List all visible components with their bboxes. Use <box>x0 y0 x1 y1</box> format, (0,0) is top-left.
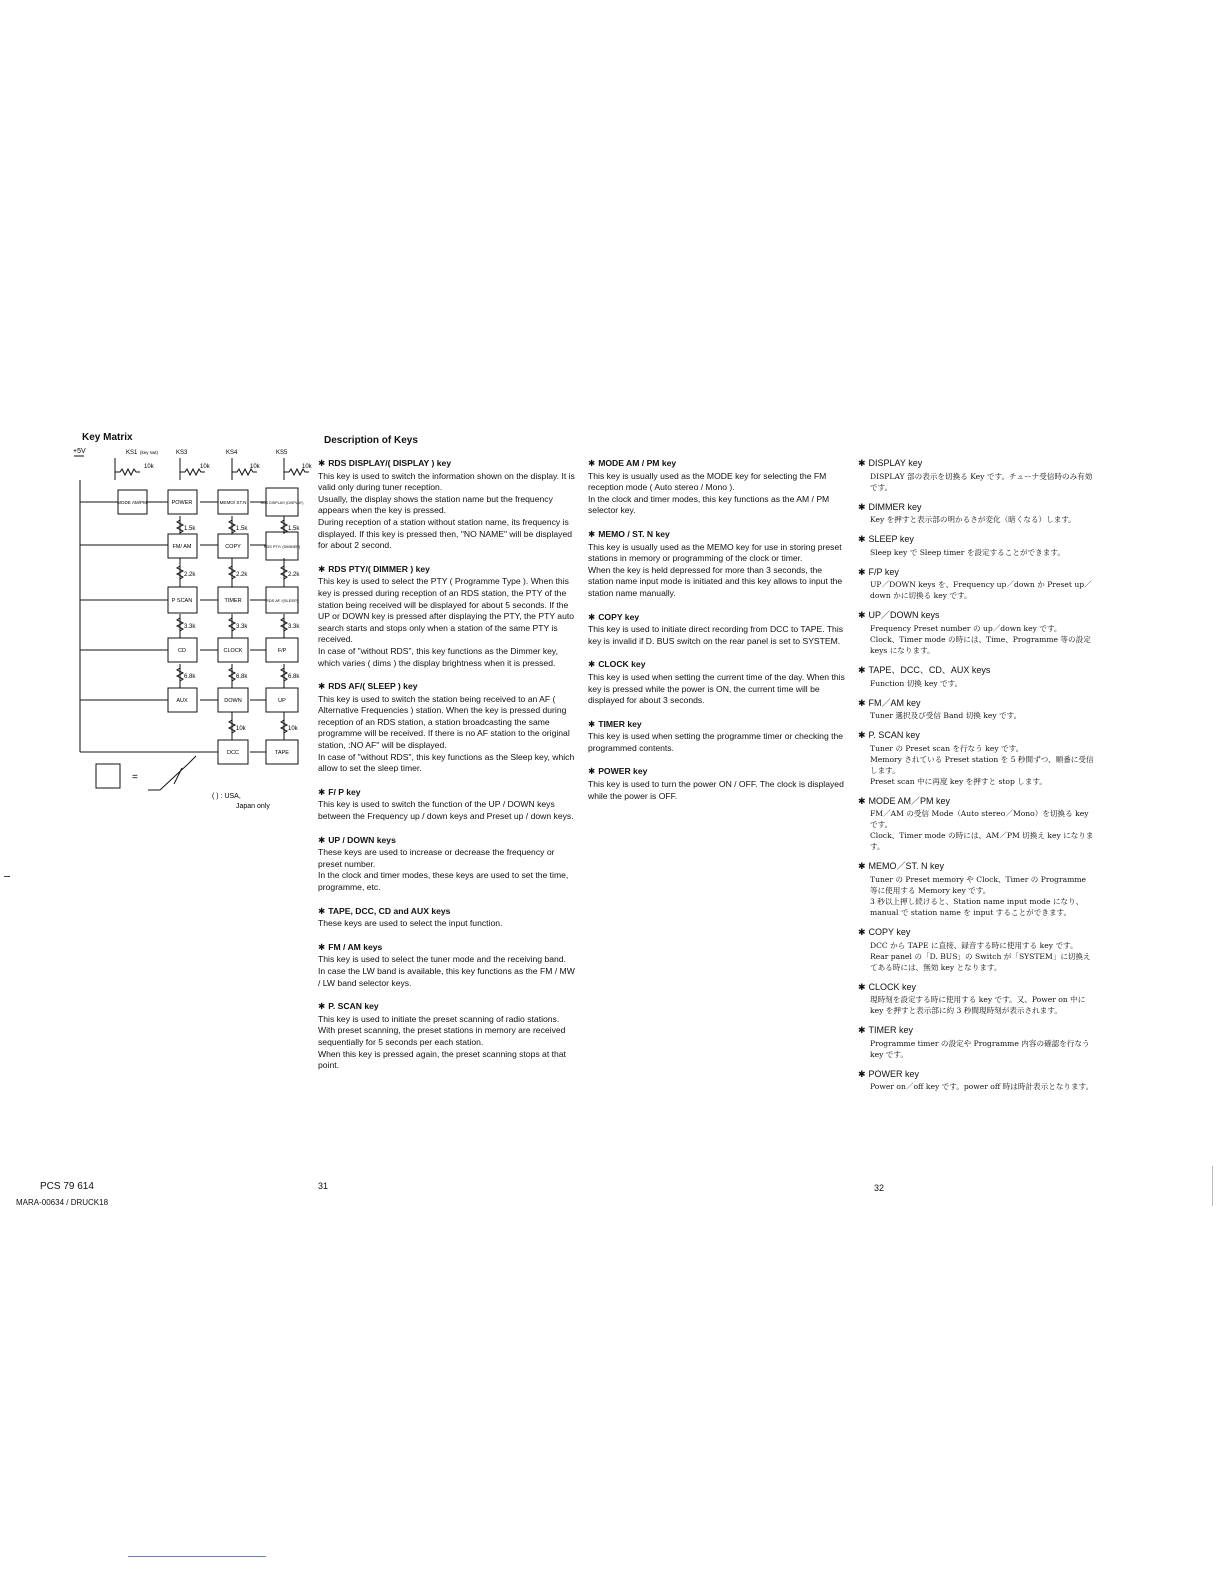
entry-input-keys: ✱ TAPE, DCC, CD and AUX keys These keys are used to select the input function. <box>318 906 576 930</box>
entry-text: Function 切換 key です。 <box>870 678 963 688</box>
entry-f-p: ✱ F/ P key This key is used to switch the function of the UP / DOWN keys between the Frequency up / down keys and Preset up / down keys. <box>318 787 576 823</box>
entry-memo-stn: ✱ MEMO / ST. N key This key is usually used as the MEMO key for use in storing preset stations in memory or programming of the clock or timer. When the key is held depressed for more than 3 seconds, the station name input mode is initiated and this key allows to input the station name manually. <box>588 529 846 600</box>
entry-text: This key is used to switch the station being received to an AF ( Alternative Frequencies ) station. When the key is pressed during reception of an RDS station, a station broadcasting the same programme will be received. If there is no AF station to the original station, :NO AF" will be displayed. <box>318 693 570 751</box>
entry-title: P. SCAN key <box>868 730 920 741</box>
entry-title: POWER key <box>868 1068 920 1079</box>
entry-title: RDS DISPLAY/( DISPLAY ) key <box>328 458 452 468</box>
region-note-sub: Japan only <box>236 803 270 810</box>
entry-title: TAPE、DCC、CD、AUX keys <box>868 664 991 675</box>
entry-text: DISPLAY 部の表示を切換る Key です。チューナ受信時のみ有効です。 <box>870 471 1093 492</box>
entry-jp-up-down: ✱ UP／DOWN keys Frequency Preset number の up／down key です。 Clock、Timer mode の時には、Time、Programme 等の設定 keys になります。 <box>858 610 1094 656</box>
entry-title: F/ P key <box>328 786 361 797</box>
entry-text: In case of "without RDS", this key functions as the Dimmer key, which varies ( dims ) the display brightness when it is pressed. <box>318 645 558 668</box>
entry-text: In case of "without RDS", this key functions as the Sleep key, which allow to set the sleep timer. <box>318 751 575 774</box>
entry-jp-dimmer: ✱ DIMMER key Key を押すと表示部の明かるさが変化（暗くなる）します。 <box>858 502 1094 526</box>
entry-text: Frequency Preset number の up／down key です。 <box>870 623 1062 633</box>
entry-title: RDS AF/( SLEEP ) key <box>328 681 418 692</box>
entry-jp-memo-stn: ✱ MEMO／ST. N key Tuner の Preset memory や Clock、Timer の Programme 等に使用する Memory key です。 3 秒以上押し続けると、Station name input mode になり、manual で station name を input することができます。 <box>858 861 1094 918</box>
region-note: ( ) : USA, <box>212 793 241 800</box>
entry-title: FM／AM key <box>868 697 921 708</box>
entry-jp-f-p: ✱ F/P key UP／DOWN keys を、Frequency up／down か Preset up／down かに切換る key です。 <box>858 567 1094 602</box>
entry-title: MODE AM／PM key <box>868 795 951 806</box>
key-clock: CLOCK <box>223 648 243 654</box>
entry-text: Tuner 選択及び受信 Band 切換 key です。 <box>870 711 1022 721</box>
entry-title: RDS PTY/( DIMMER ) key <box>328 563 430 574</box>
column-label-keyswt: (key swt) <box>140 450 158 455</box>
right-edge-rule <box>1212 1166 1213 1206</box>
entry-title: COPY key <box>598 611 640 622</box>
key-rds-pty: RDS PTY/ (DIMMER) <box>263 545 301 549</box>
entry-jp-input-keys: ✱ TAPE、DCC、CD、AUX keys Function 切換 key です。 <box>858 665 1094 689</box>
entry-text: Sleep key で Sleep timer を設定することができます。 <box>870 547 1065 557</box>
description-column-3 <box>858 458 1094 1101</box>
entry-mode-am-pm: ✱ MODE AM / PM key This key is usually used as the MODE key for selecting the FM reception mode ( Auto stereo / Mono ). In the clock and timer modes, this key functions as the AM / PM selector key. <box>588 458 846 517</box>
entry-text: This key is usually used as the MODE key for selecting the FM reception mode ( Auto stereo / Mono ). <box>588 470 827 493</box>
entry-title: CLOCK key <box>598 659 646 670</box>
document-ref: MARA-00634 / DRUCK18 <box>16 1198 109 1207</box>
entry-text: This key is used when setting the programme timer or checking the programmed contents. <box>588 731 844 753</box>
entry-jp-fm-am: ✱ FM／AM key Tuner 選択及び受信 Band 切換 key です。 <box>858 698 1094 722</box>
entry-title: DIMMER key <box>868 501 922 512</box>
entry-text: When this key is pressed again, the preset scanning stops at that point. <box>318 1048 566 1071</box>
key-copy: COPY <box>225 544 241 550</box>
entry-title: TIMER key <box>598 718 642 729</box>
column-label-ks3: KS3 <box>176 450 188 456</box>
key-p-scan: P SCAN <box>171 598 193 604</box>
entry-text: Programme timer の設定や Programme 内容の確認を行なう key です。 <box>870 1038 1090 1059</box>
entry-text: Power on／off key です。power off 時は時計表示となります。 <box>870 1082 1094 1092</box>
key-tape: TAPE <box>275 750 289 756</box>
entry-text: DCC から TAPE に直接、録音する時に使用する key です。 <box>870 940 1078 950</box>
document-code: PCS 79 614 <box>40 1181 94 1192</box>
entry-title: P. SCAN key <box>328 1001 379 1012</box>
entry-title: MODE AM / PM key <box>598 458 677 468</box>
entry-title: MEMO／ST. N key <box>868 861 945 872</box>
key-cd: CD <box>178 648 186 654</box>
entry-text: This key is used to initiate the preset scanning of radio stations. <box>318 1013 560 1024</box>
key-f-p: F/P <box>277 648 287 654</box>
resistor-value: 6.8k <box>236 674 248 680</box>
entry-jp-copy: ✱ COPY key DCC から TAPE に直接、録音する時に使用する key です。 Rear panel の「D. BUS」の Switch が「SYSTEM」に切換えてある時には、無効 key となります。 <box>858 927 1094 973</box>
entry-text: This key is usually used as the MEMO key for use in storing preset stations in memory or programming of the clock or timer. <box>588 541 842 564</box>
entry-title: UP／DOWN keys <box>868 610 940 621</box>
entry-rds-pty: ✱ RDS PTY/( DIMMER ) key This key is used to select the PTY ( Programme Type ). When this key is pressed during reception of an RDS station, the PTY of the station being received will be displayed for about 5 seconds. If the UP or DOWN key is pressed after displaying the PTY, the PTY auto search starts and stops only when a station of the same PTY is received. In case of "without RDS", this key functions as the Dimmer key, which varies ( dims ) the display brightness when it is pressed. <box>318 563 575 668</box>
entry-text: Usually, the display shows the station name but the frequency appears when the key is pressed. <box>318 493 553 516</box>
entry-jp-timer: ✱ TIMER key Programme timer の設定や Programme 内容の確認を行なう key です。 <box>858 1025 1094 1060</box>
entry-text: 3 秒以上押し続けると、Station name input mode になり、manual で station name を input することができます。 <box>870 896 1084 917</box>
entry-text: These keys are used to increase or decrease the frequency or preset number. <box>318 847 555 869</box>
entry-title: MEMO / ST. N key <box>598 528 670 539</box>
entry-jp-display: ✱ DISPLAY key DISPLAY 部の表示を切換る Key です。チューナ受信時のみ有効です。 <box>858 458 1093 492</box>
entry-text: Preset scan 中に再度 key を押すと stop します。 <box>870 776 1048 786</box>
key-down: DOWN <box>224 698 242 704</box>
description-heading: Description of Keys <box>324 435 418 446</box>
resistor-value: 10k <box>288 726 298 732</box>
entry-power: ✱ POWER key This key is used to turn the power ON / OFF. The clock is displayed while the power is OFF. <box>588 766 846 802</box>
key-matrix-diagram <box>70 444 320 824</box>
entry-text: Clock、Timer mode の時には、Time、Programme 等の設定 keys になります。 <box>870 634 1091 655</box>
entry-text: In case the LW band is available, this key functions as the FM / MW / LW band selector keys. <box>318 965 575 988</box>
entry-rds-af: ✱ RDS AF/( SLEEP ) key This key is used to switch the station being received to an AF ( Alternative Frequencies ) station. When the key is pressed during reception of an RDS station, a station broadcasting the same programme will be received. If there is no AF station to the original station, :NO AF" will be displayed. In case of "without RDS", this key functions as the Sleep key, which allow to set the sleep timer. <box>318 681 575 774</box>
entry-text: Memory されている Preset station を 5 秒間ずつ、順番に受信します。 <box>870 754 1094 775</box>
key-aux: AUX <box>176 698 188 704</box>
resistor-value: 10k <box>236 726 246 732</box>
page-number-32: 32 <box>874 1183 885 1193</box>
key-rds-display: RDS DISPLAY/ (DISPLAY) <box>260 501 304 505</box>
resistor-value: 1.5k <box>236 526 248 532</box>
resistor-value: 2.2k <box>288 572 300 578</box>
entry-clock: ✱ CLOCK key This key is used when setting the current time of the day. When this key is pressed while the power is ON, the current time will be displayed for about 3 seconds. <box>588 659 845 706</box>
column-label-ks4: KS4 <box>226 450 238 456</box>
supply-label: +5V <box>73 448 86 455</box>
entry-jp-p-scan: ✱ P. SCAN key Tuner の Preset scan を行なう key です。 Memory されている Preset station を 5 秒間ずつ、順番に受信します。 Preset scan 中に再度 key を押すと stop します。 <box>858 730 1094 786</box>
key-memo-stn: MEMO/ ST.N <box>219 500 247 505</box>
entry-text: FM／AM の受信 Mode（Auto stereo／Mono）を切換る key です。 <box>870 809 1089 830</box>
resistor-value: 1.5k <box>184 526 196 532</box>
key-matrix-title: Key Matrix <box>82 432 133 443</box>
entry-jp-power: ✱ POWER key Power on／off key です。power off 時は時計表示となります。 <box>858 1068 1094 1092</box>
entry-title: FM / AM keys <box>328 941 383 952</box>
entry-text: In the clock and timer modes, this key functions as the AM / PM selector key. <box>588 493 830 516</box>
entry-text: Rear panel の「D. BUS」の Switch が「SYSTEM」に切換えてある時には、無効 key となります。 <box>870 951 1091 972</box>
legend-equals: = <box>132 772 138 783</box>
entry-title: SLEEP key <box>868 534 914 545</box>
entry-text: This key is used to switch the information shown on the display. It is valid only during tuner reception. <box>318 470 575 493</box>
column-label-ks1: KS1 <box>126 450 138 456</box>
page-number-31: 31 <box>318 1181 329 1191</box>
entry-text: This key is used to turn the power ON / OFF. The clock is displayed while the power is OFF. <box>588 779 844 801</box>
entry-text: This key is used to select the PTY ( Programme Type ). When this key is pressed during reception of an RDS station, the PTY of the station being received will be displayed for about 5 seconds. If the UP or DOWN key is pressed after displaying the PTY, the PTY auto search starts and stops only when a station of the same PTY is received. <box>318 576 575 645</box>
resistor-value: 3.3k <box>184 624 196 630</box>
entry-text: Tuner の Preset scan を行なう key です。 <box>870 743 1024 753</box>
entry-text: During reception of a station without station name, its frequency is displayed. If this key is pressed then, "NO NAME" will be displayed for about 2 second. <box>318 516 572 551</box>
entry-text: This key is used to select the tuner mode and the receiving band. <box>318 954 566 965</box>
entry-title: TAPE, DCC, CD and AUX keys <box>328 905 451 916</box>
entry-text: This key is used to initiate direct recording from DCC to TAPE. This key is invalid if D. BUS switch on the rear panel is set to SYSTEM. <box>588 624 844 646</box>
entry-title: F/P key <box>868 566 899 577</box>
bottom-rule <box>128 1556 266 1557</box>
key-mode-am-pm: MODE AM/PM <box>117 500 147 505</box>
pullup-value: 10k <box>144 464 154 470</box>
resistor-value: 3.3k <box>288 624 300 630</box>
entry-text: When the key is held depressed for more than 3 seconds, the station name input mode is initiated and this key allows to input the station name manually. <box>588 564 843 598</box>
entry-title: UP / DOWN keys <box>328 834 396 845</box>
resistor-value: 2.2k <box>236 572 248 578</box>
entry-text: 現時刻を設定する時に使用する key です。又、Power on 中に key を押すと表示部に約 3 秒間現時刻が表示されます。 <box>870 995 1086 1016</box>
entry-text: This key is used when setting the current time of the day. When this key is pressed while the power is ON, the current time will be displayed for about 3 seconds. <box>588 671 845 706</box>
entry-text: Clock、Timer mode の時には、AM／PM 切換え key になります。 <box>870 831 1094 852</box>
entry-p-scan: ✱ P. SCAN key This key is used to initiate the preset scanning of radio stations. With preset scanning, the preset stations in memory are received sequentially for 5 seconds per each station. When this key is pressed again, the preset scanning stops at that point. <box>318 1001 576 1072</box>
entry-title: COPY key <box>868 926 911 937</box>
entry-up-down: ✱ UP / DOWN keys These keys are used to increase or decrease the frequency or preset number. In the clock and timer modes, these keys are used to set the time, programme, etc. <box>318 835 576 894</box>
entry-title: POWER key <box>598 766 648 777</box>
entry-title: DISPLAY key <box>868 458 923 468</box>
entry-title: CLOCK key <box>868 981 917 992</box>
entry-text: In the clock and timer modes, these keys are used to set the time, programme, etc. <box>318 870 569 892</box>
resistor-value: 1.5k <box>288 526 300 532</box>
entry-text: Tuner の Preset memory や Clock、Timer の Programme 等に使用する Memory key です。 <box>870 874 1087 895</box>
entry-text: Key を押すと表示部の明かるさが変化（暗くなる）します。 <box>870 515 1076 525</box>
entry-timer: ✱ TIMER key This key is used when setting the programme timer or checking the programmed contents. <box>588 719 846 755</box>
pullup-value: 10k <box>302 464 312 470</box>
description-column-1 <box>318 458 576 1084</box>
margin-tick <box>4 876 10 877</box>
resistor-value: 6.8k <box>184 674 196 680</box>
entry-rds-display: ✱ RDS DISPLAY/( DISPLAY ) key This key is used to switch the information shown on the display. It is valid only during tuner reception. Usually, the display shows the station name but the frequency appears when the key is pressed. During reception of a station without station name, its frequency is displayed. If this key is pressed then, "NO NAME" will be displayed for about 2 second. <box>318 458 575 551</box>
entry-jp-mode-am-pm: ✱ MODE AM／PM key FM／AM の受信 Mode（Auto stereo／Mono）を切換る key です。 Clock、Timer mode の時には、AM／PM 切換え key になります。 <box>858 795 1094 852</box>
entry-text: This key is used to switch the function of the UP / DOWN keys between the Frequency up / down keys and Preset up / down keys. <box>318 799 574 822</box>
key-power: POWER <box>171 500 193 506</box>
key-fm-am: FM/ AM <box>172 544 192 550</box>
entry-copy: ✱ COPY key This key is used to initiate direct recording from DCC to TAPE. This key is invalid if D. BUS switch on the rear panel is set to SYSTEM. <box>588 612 846 648</box>
resistor-value: 6.8k <box>288 674 300 680</box>
entry-jp-sleep: ✱ SLEEP key Sleep key で Sleep timer を設定することができます。 <box>858 534 1094 558</box>
column-label-ks5: KS5 <box>276 450 288 456</box>
entry-text: These keys are used to select the input function. <box>318 918 503 929</box>
entry-jp-clock: ✱ CLOCK key 現時刻を設定する時に使用する key です。又、Power on 中に key を押すと表示部に約 3 秒間現時刻が表示されます。 <box>858 982 1094 1017</box>
key-up: UP <box>278 698 286 704</box>
key-timer: TIMER <box>224 598 242 604</box>
pullup-value: 10k <box>200 464 210 470</box>
key-dcc: DCC <box>227 750 239 756</box>
entry-fm-am: ✱ FM / AM keys This key is used to select the tuner mode and the receiving band. In case the LW band is available, this key functions as the FM / MW / LW band selector keys. <box>318 941 575 988</box>
entry-text: UP／DOWN keys を、Frequency up／down か Preset up／down かに切換る key です。 <box>870 580 1092 601</box>
entry-text: With preset scanning, the preset stations in memory are received sequentially for 5 seconds per each station. <box>318 1025 566 1047</box>
resistor-value: 2.2k <box>184 572 196 578</box>
pullup-value: 10k <box>250 464 260 470</box>
resistor-value: 3.3k <box>236 624 248 630</box>
description-column-2 <box>588 458 846 814</box>
key-rds-af: RDS AF /(SLEEP) <box>265 598 299 603</box>
entry-title: TIMER key <box>868 1025 914 1036</box>
